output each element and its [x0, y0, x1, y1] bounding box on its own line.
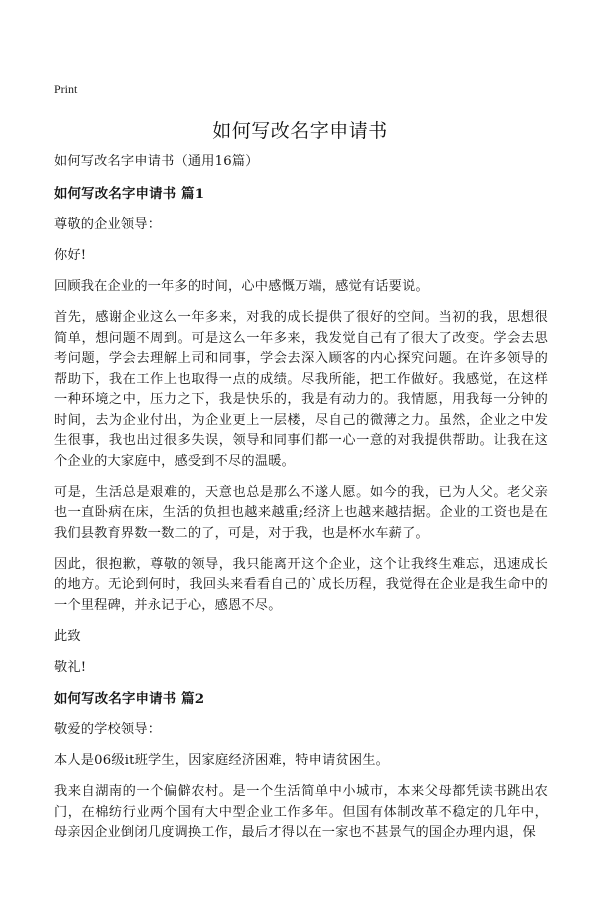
closing-2: 敬礼!	[54, 659, 87, 675]
document-body	[54, 152, 548, 854]
document-subtitle: 如何写改名字申请书（通用16篇）	[54, 154, 259, 169]
paragraph-2-2: 我来自湖南的一个偏僻农村。是一个生活简单中小城市，本来父母都凭读书跳出农门，在棉纺行业两个国有大中型企业工作多年。但国有体制改革不稳定的几年中，母亲因企业倒闭几度调换工作，最后才得以在一家也不甚景气的国企办理内退，保	[54, 784, 548, 840]
paragraph-1-3: 可是，生活总是艰难的，天意也总是那么不遂人愿。如今的我，已为人父。老父亲也一直卧病在床，生活的负担也越来越重;经济上也越来越拮据。企业的工资也是在我们县教育界数一数二的了，可是，对于我，也是杯水车薪了。	[54, 484, 548, 541]
salutation-2: 敬爱的学校领导：	[54, 722, 162, 737]
closing-1: 此致	[54, 628, 81, 644]
document-title: 如何写改名字申请书	[212, 120, 388, 142]
salutation-1: 尊敬的企业领导：	[54, 217, 162, 232]
paragraph-2-1: 本人是06级it班学生，因家庭经济困难，特申请贫困生。	[54, 753, 390, 768]
paragraph-1-2: 首先，感谢企业这么一年多来，对我的成长提供了很好的空间。当初的我，思想很简单，想问题不周到。可是这么一年多来，我发觉自己有了很大了改变。学会去思考问题，学会去理解上司和同事，学会去深入顾客的内心探究问题。在许多领导的帮助下，我在工作上也取得一点的成绩。尽我所能，把工作做好。我感觉，在这样一种环境之中，压力之下，我是快乐的，我是有动力的。我情愿，用我每一分钟的时间，去为企业付出，为企业更上一层楼，尽自己的微薄之力。虽然，企业之中发生很事，我也出过很多失误，领导和同事们都一心一意的对我提供帮助。让我在这个企业的大家庭中，感受到不尽的温暖。	[54, 310, 548, 469]
print-label[interactable]: Print	[54, 82, 78, 96]
paragraph-1-4: 因此，很抱歉，尊敬的领导，我只能离开这个企业，这个让我终生难忘，迅速成长的地方。无论到何时，我回头来看看自己的`成长历程，我觉得在企业是我生命中的一个里程碑，并永记于心，感恩不尽。	[54, 556, 548, 613]
section-heading-2: 如何写改名字申请书 篇2	[54, 690, 205, 707]
paragraph-1-1: 回顾我在企业的一年多的时间，心中感慨万端，感觉有话要说。	[54, 279, 429, 294]
greeting-1: 你好!	[54, 248, 87, 263]
section-heading-1: 如何写改名字申请书 篇1	[54, 185, 205, 202]
